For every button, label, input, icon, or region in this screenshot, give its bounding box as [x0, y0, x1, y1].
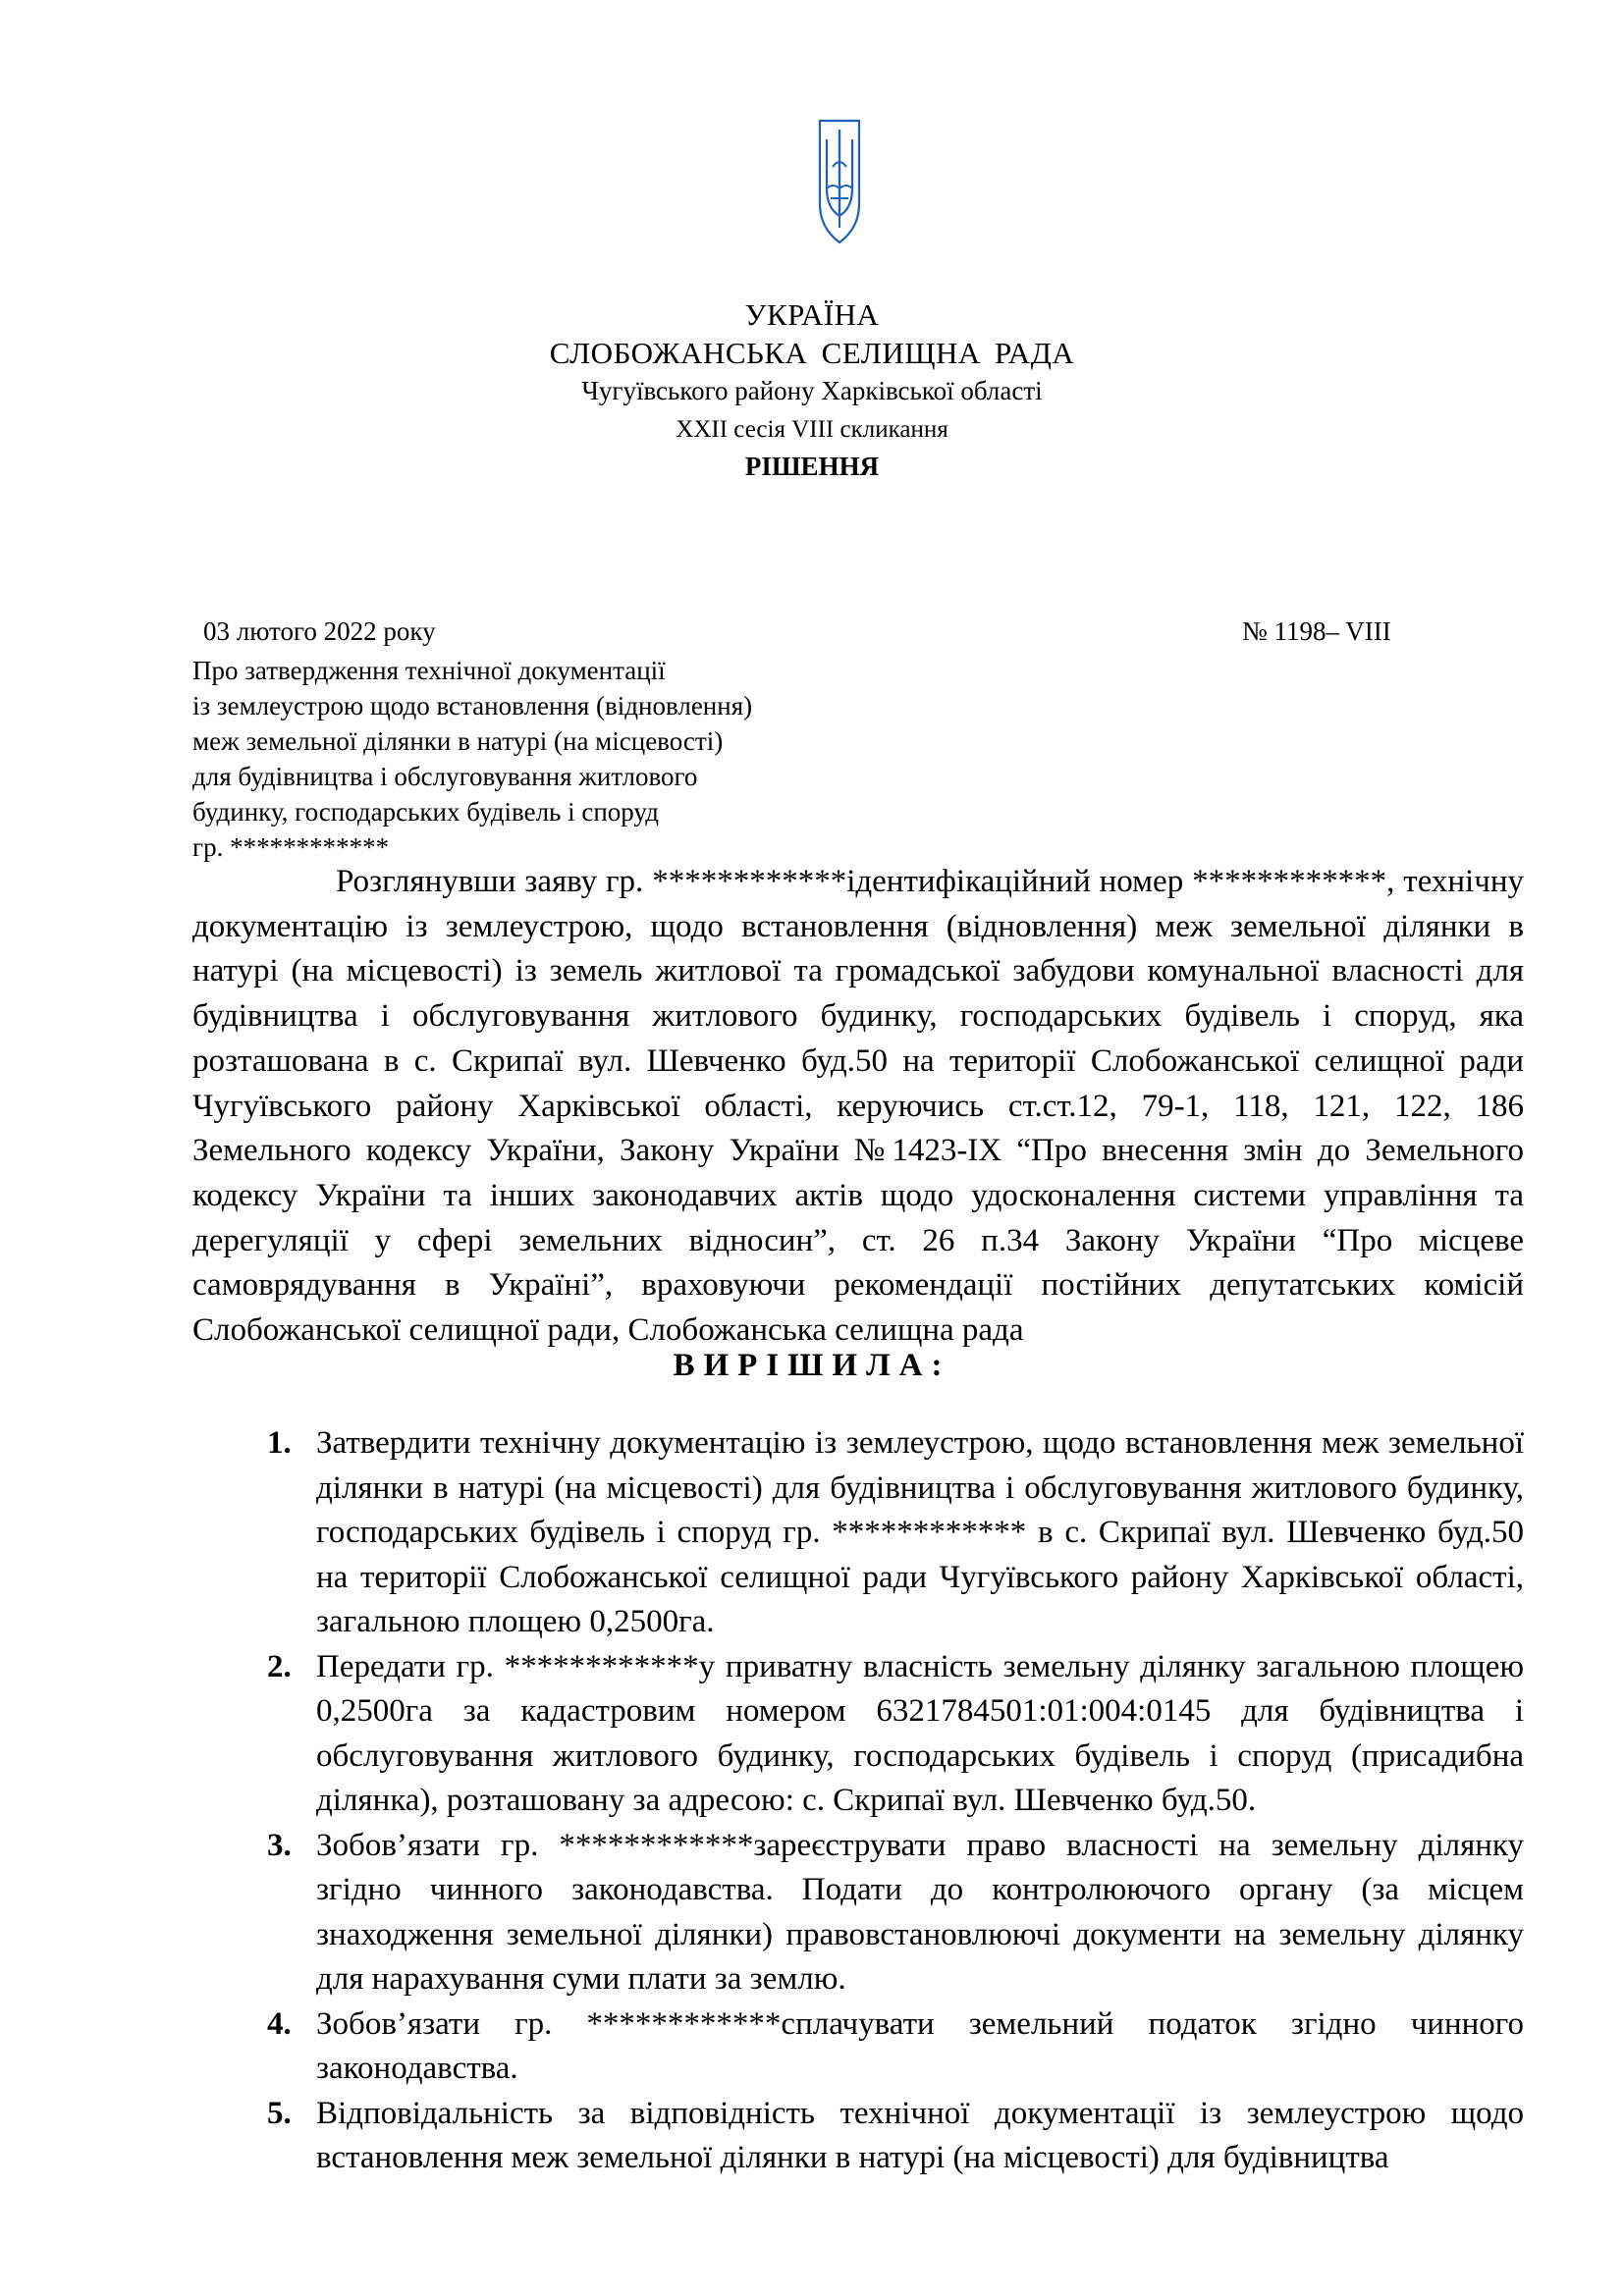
- decision-items: [257, 1421, 1524, 2181]
- preamble-text: Розглянувши заяву гр. ************ідентифікаційний номер ************, технічну документацію із землеустрою, щодо встановлення (відновлення) меж земельної ділянки в натурі (на місцевості) із земель житлової та громадської забудови комунальної власності для будівництва і обслуговування житлового будинку, господарських будівель і споруд, яка розташована в с. Скрипаї вул. Шевченко буд.50 на території Слобожанської селищної ради Чугуївського району Харківської області, керуючись ст.ст.12, 79-1, 118, 121, 122, 186 Земельного кодексу України, Закону України №1423-IX “Про внесення змін до Земельного кодексу України та інших законодавчих актів щодо удосконалення системи управління та дерегуляції у сфері земельних відносин”, ст. 26 п.34 Закону України “Про місцеве самоврядування в Україні”, враховуючи рекомендації постійних депутатських комісій Слобожанської селищної ради, Слобожанська селищна рада: [192, 864, 1524, 1349]
- decision-item: [257, 1824, 1524, 2002]
- item-number: 2.: [267, 1648, 292, 1684]
- coat-of-arms-icon: [817, 118, 862, 245]
- item-text: Зобов’язати гр. ************сплачувати земельний податок згідно чинного законодавства.: [316, 2005, 1524, 2086]
- subject-line: для будівництва і обслуговування житлового: [192, 762, 698, 791]
- item-number: 1.: [267, 1425, 292, 1461]
- item-number: 5.: [267, 2095, 292, 2131]
- item-text: Передати гр. ************у приватну власність земельну ділянку загальною площею 0,2500га за кадастровим номером 6321784501:01:004:0145 для будівництва і обслуговування житлового будинку, господарських будівель і споруд (присадибна ділянка), розташовану за адресою: с. Скрипаї вул. Шевченко буд.50.: [316, 1648, 1524, 1818]
- decision-number: № 1198– VIII: [1242, 616, 1391, 646]
- decision-item: [257, 2002, 1524, 2092]
- subject-line: із землеустрою щодо встановлення (відновлення): [192, 691, 753, 721]
- decision-subject: [192, 653, 752, 865]
- decision-date: 03 лютого 2022 року: [203, 616, 436, 646]
- country-title: УКРАЇНА: [744, 297, 880, 332]
- decision-item: [257, 1421, 1524, 1645]
- item-text: Відповідальність за відповідність технічної документації із землеустрою щодо встановлення меж земельної ділянки в натурі (на місцевості) для будівництва: [316, 2095, 1524, 2175]
- council-title: СЛОБОЖАНСЬКА СЕЛИЩНА РАДА: [549, 336, 1075, 370]
- item-number: 4.: [267, 2005, 292, 2042]
- district-line: Чугуївського району Харківської області: [581, 376, 1043, 405]
- session-line: XXII сесія VIII скликання: [676, 416, 948, 443]
- item-text: Зобов’язати гр. ************зареєструвати право власності на земельну ділянку згідно чинного законодавства. Подати до контролюючого органу (за місцем знаходження земельної ділянки) правовстановлюючі документи на земельну ділянку для нарахування суми плати за землю.: [316, 1827, 1524, 1997]
- item-number: 3.: [267, 1827, 292, 1863]
- decided-heading: ВИРІШИЛА:: [673, 1348, 951, 1383]
- subject-line: будинку, господарських будівель і споруд: [192, 797, 659, 827]
- item-text: Затвердити технічну документацію із землеустрою, щодо встановлення меж земельної ділянки в натурі (на місцевості) для будівництва і обслуговування житлового будинку, господарських будівель і споруд гр. ************ в с. Скрипаї вул. Шевченко буд.50 на території Слобожанської селищної ради Чугуївського району Харківської області, загальною площею 0,2500га.: [316, 1425, 1524, 1639]
- decision-item: [257, 1645, 1524, 1824]
- subject-line: Про затвердження технічної документації: [192, 656, 666, 685]
- subject-line: меж земельної ділянки в натурі (на місцевості): [192, 726, 724, 756]
- decision-title: РІШЕННЯ: [744, 452, 880, 481]
- preamble-paragraph: [192, 860, 1524, 1354]
- subject-line: гр. ************: [192, 832, 390, 862]
- decision-item: [257, 2092, 1524, 2181]
